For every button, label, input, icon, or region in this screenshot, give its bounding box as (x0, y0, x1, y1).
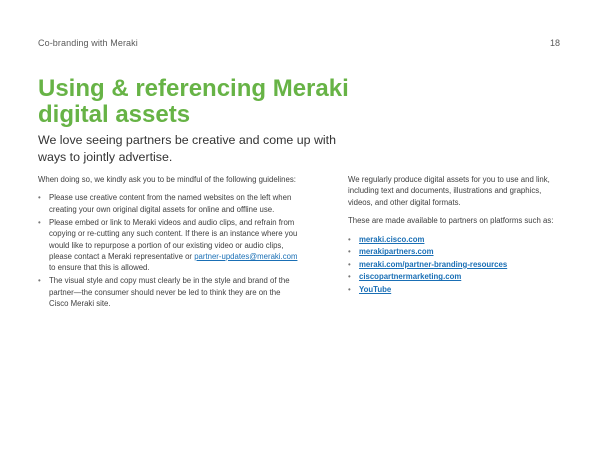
guideline-text: The visual style and copy must clearly be in the style and brand of the partner—the consumer should never be led to think they are on the Cisco Meraki site. (49, 276, 290, 309)
link-partner-branding-resources[interactable]: meraki.com/partner-branding-resources (359, 259, 508, 269)
guidelines-column (38, 174, 300, 311)
bullet-icon: • (348, 247, 351, 257)
platforms-paragraph: These are made available to partners on platforms such as: (348, 216, 554, 226)
page-title: Using & referencing Meraki digital assets (38, 75, 349, 128)
bullet-icon: • (348, 272, 351, 282)
bullet-icon: • (348, 285, 351, 294)
platform-link-item (348, 259, 566, 270)
guideline-text: Please embed or link to Meraki videos and audio clips, and refrain from copying or re-cutting any such content. If there is an instance where you would like to repurpose a portion of our existing video or audio clips, please contact a Meraki representative or (49, 217, 298, 261)
link-meraki-cisco[interactable]: meraki.cisco.com (359, 234, 425, 244)
guideline-item (38, 275, 300, 309)
section-header: Co-branding with Meraki (38, 38, 138, 48)
link-merakipartners[interactable]: merakipartners.com (359, 247, 434, 257)
platform-links-list (348, 234, 566, 296)
platform-link-item (348, 246, 566, 257)
guideline-item (38, 192, 300, 215)
platform-link-item (348, 271, 566, 282)
guideline-text: to ensure that this is allowed. (49, 263, 150, 273)
bullet-icon: • (348, 259, 351, 269)
bullet-icon: • (38, 217, 41, 227)
link-ciscopartnermarketing[interactable]: ciscopartnermarketing.com (359, 272, 462, 282)
platform-link-item (348, 284, 566, 295)
guideline-text: Please use creative content from the named websites on the left when creating your own original digital assets for online and offline use. (49, 193, 292, 214)
assets-paragraph: We regularly produce digital assets for you to use and link, including text and documents, illustrations and graphics, videos, and other digital formats. (348, 175, 550, 207)
assets-column (348, 174, 566, 297)
guideline-item (38, 217, 300, 274)
partner-updates-email-link[interactable]: partner-updates@meraki.com (194, 251, 298, 261)
guidelines-intro: When doing so, we kindly ask you to be mindful of the following guidelines: (38, 175, 296, 184)
bullet-icon: • (38, 276, 41, 286)
page-number: 18 (549, 38, 560, 48)
platform-link-item (348, 234, 566, 245)
bullet-icon: • (348, 234, 351, 244)
page-subtitle: We love seeing partners be creative and come up with ways to jointly advertise. (38, 133, 336, 164)
guidelines-list (38, 192, 300, 309)
link-youtube[interactable]: YouTube (359, 285, 392, 294)
bullet-icon: • (38, 193, 41, 203)
